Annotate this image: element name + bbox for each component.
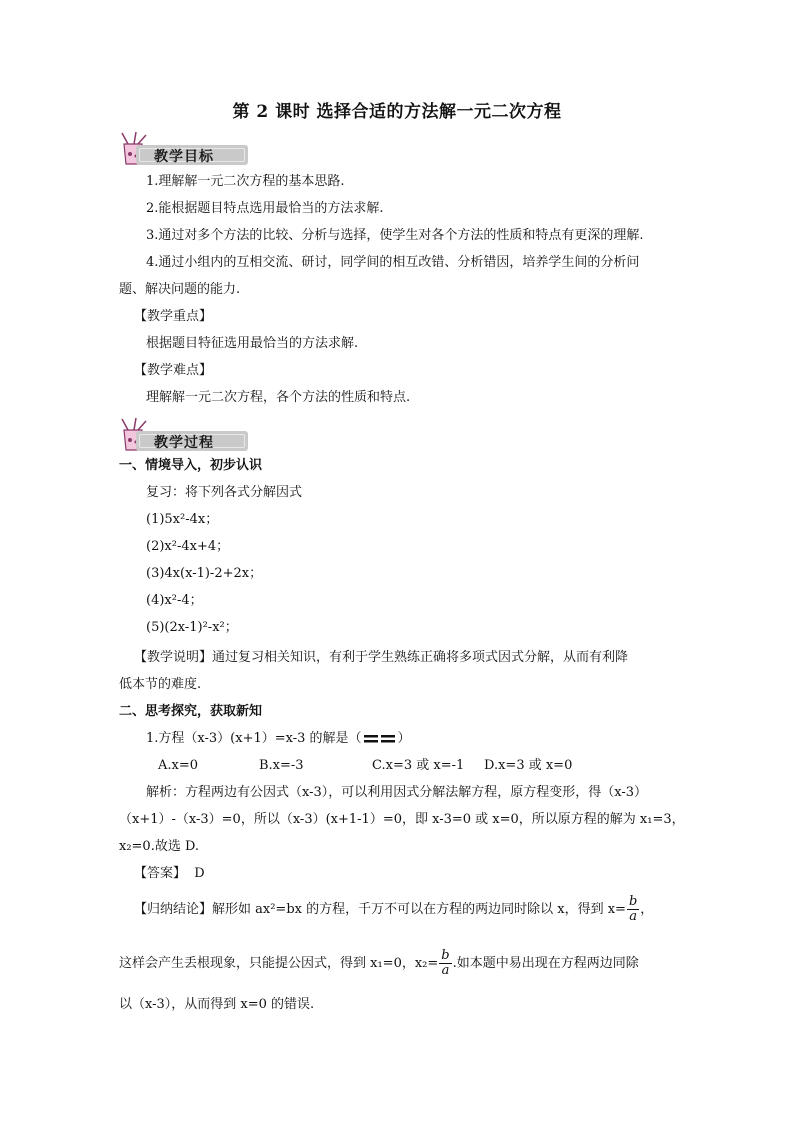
difficulty-text: 理解解一元二次方程，各个方法的性质和特点. [146, 390, 411, 405]
answer-row [134, 865, 205, 883]
banner-label: 教学目标 [154, 149, 214, 165]
teaching-note-line2: 低本节的难度. [119, 677, 202, 692]
part2-heading: 二、思考探究，获取新知 [119, 704, 263, 719]
question-end: ） [397, 731, 411, 746]
analysis-line1: 解析：方程两边有公因式（x-3），可以利用因式分解法解方程，原方程变形，得（x-3） [146, 785, 648, 800]
summary-line1: 【归纳结论】解形如 ax²=bx 的方程，千万不可以在方程的两边同时除以 x，得到 x= $\frac{b}{a}$ ， [134, 894, 654, 924]
review-item-4: (4)x²-4； [146, 593, 203, 608]
fraction-b-over-a: $\frac{b}{a}$ [441, 948, 450, 978]
review-item-3: (3)4x(x-1)-2+2x； [146, 566, 263, 581]
question-text: 1.方程（x-3）(x+1）=x-3 的解是（ [146, 731, 362, 746]
goal-4-cont: 题、解决问题的能力. [119, 282, 241, 297]
option-c: C.x=3 或 x=-1 [372, 758, 465, 773]
goal-4: 4.通过小组内的互相交流、研讨，同学间的相互改错、分析错因，培养学生间的分析问 [146, 255, 640, 270]
review-item-5: (5)(2x-1)²-x²； [146, 620, 238, 635]
key-points-text: 根据题目特征选用最恰当的方法求解. [146, 336, 359, 351]
summary-line3: 以（x-3），从而得到 x=0 的错误. [119, 997, 315, 1012]
section-banner-teaching-goals [116, 130, 266, 168]
page-title: 第 2 课时 选择合适的方法解一元二次方程 [232, 102, 562, 122]
answer-label: 【答案】 [134, 866, 187, 881]
review-item-1: (1)5x²-4x； [146, 512, 219, 527]
analysis-line2: （x+1）-（x-3）=0，所以（x-3）(x+1-1）=0，即 x-3=0 或 x=0，所以原方程的解为 x₁=3， [119, 812, 685, 827]
review-intro: 复习：将下列各式分解因式 [146, 485, 303, 500]
difficulty-label: 【教学难点】 [134, 363, 213, 378]
review-item-2: (2)x²-4x+4； [146, 539, 230, 554]
part1-heading: 一、情境导入，初步认识 [119, 458, 263, 473]
answer-blank-mark [362, 733, 398, 745]
analysis-line3: x₂=0.故选 D. [119, 839, 200, 854]
banner-label: 教学过程 [154, 435, 214, 451]
goal-1: 1.理解解一元二次方程的基本思路. [146, 174, 345, 189]
summary-line2: 这样会产生丢根现象，只能提公因式，得到 x₁=0，x₂= $\frac{b}{a}$ .如本题中易出现在方程两边同除 [119, 948, 639, 978]
option-d: D.x=3 或 x=0 [484, 758, 573, 773]
option-a: A.x=0 [158, 758, 199, 773]
goal-3: 3.通过对多个方法的比较、分析与选择，使学生对各个方法的性质和特点有更深的理解. [146, 228, 644, 243]
section-banner-teaching-process [116, 416, 266, 454]
goal-2: 2.能根据题目特点选用最恰当的方法求解. [146, 201, 384, 216]
answer-value: D [194, 866, 205, 881]
fraction-b-over-a: $\frac{b}{a}$ [628, 894, 638, 924]
teaching-note-line1: 【教学说明】通过复习相关知识，有利于学生熟练正确将多项式因式分解，从而有利降 [134, 650, 629, 665]
key-points-label: 【教学重点】 [134, 309, 213, 324]
option-b: B.x=-3 [259, 758, 304, 773]
question-1 [146, 730, 411, 748]
